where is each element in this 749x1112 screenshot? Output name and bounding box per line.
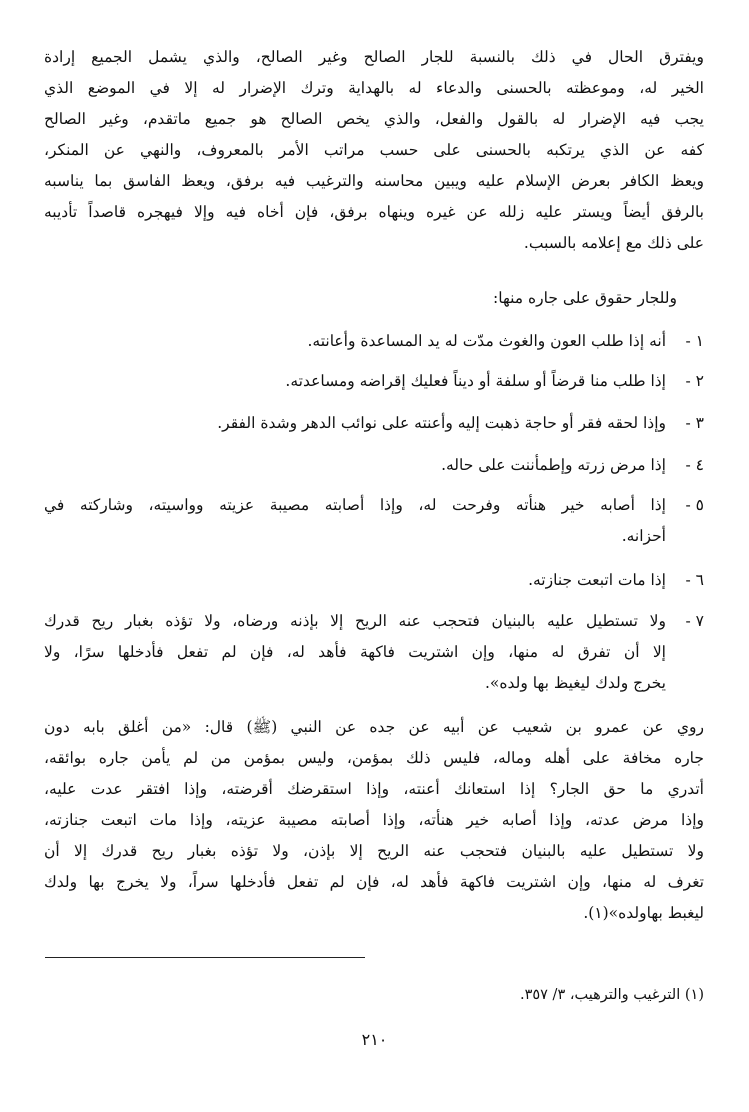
text-line: ويعظ الكافر بعرض الإسلام عليه ويبين محاسنه والترغيب فيه برفق، ويعظ الفاسق بما يناسبه — [44, 172, 704, 190]
intro-paragraph — [44, 42, 704, 259]
text-line: أحزانه. — [621, 527, 666, 545]
text-line: أتدري ما حق الجار؟ إذا استعانك أعنته، وإذا استقرضك أقرضته، وإذا افتقر عدت عليه، — [44, 780, 704, 798]
text-line: إلا أن تفرق له منها، وإن اشتريت فاكهة فأهد له، فإن لم تفعل فأدخلها سرًا، ولا — [44, 643, 666, 661]
list-item — [44, 408, 704, 439]
text-line: روي عن عمرو بن شعيب عن أبيه عن جده عن النبي (ﷺ) قال: «من أغلق بابه دون — [44, 718, 704, 736]
list-number: ١ - — [685, 332, 704, 350]
text-line: إذا مرض زرته وإطمأننت على حاله. — [441, 456, 666, 474]
list-number: ٦ - — [685, 571, 704, 589]
list-item — [44, 606, 704, 699]
text-line: كفه عن الذي يرتكبه بالحسنى على حسب مراتب الأمر بالمعروف، والنهي عن المنكر، — [44, 141, 704, 159]
text-line: تغرف له منها، وإن اشتريت فاكهة فأهد له، فإن لم تفعل فأدخلها سراً، ولا يخرج بها ولدك — [44, 873, 704, 891]
footnote: (١) الترغيب والترهيب، ٣/ ٣٥٧. — [519, 987, 704, 1003]
text-line: جاره مخافة على أهله وماله، فليس ذلك بمؤمن، وليس بمؤمن من لم يأمن جاره بوائقه، — [44, 749, 704, 767]
text-line: يخرج ولدك ليغيظ بها ولده». — [484, 674, 666, 692]
text-line: أنه إذا طلب العون والغوث مدّت له يد المساعدة وأعانته. — [307, 332, 666, 350]
list-item — [44, 450, 704, 481]
footnote-divider — [45, 957, 365, 958]
text-line: ويفترق الحال في ذلك بالنسبة للجار الصالح وغير الصالح، والذي يشمل الجميع إرادة — [44, 48, 704, 66]
text-line: على ذلك مع إعلامه بالسبب. — [523, 234, 704, 252]
text-line: بالرفق أيضاً ويستر عليه زلله عن غيره وينهاه برفق، فإن أخاه فيه وإلا فيهجره قاصداً تأديبه — [44, 203, 704, 221]
text-line: ولا تستطيل عليه بالبنيان فتحجب عنه الريح إلا بإذنه ورضاه، ولا تؤذه بغبار ريح قدرك — [44, 612, 666, 630]
list-number: ٤ - — [685, 456, 704, 474]
list-item — [44, 326, 704, 357]
list-item — [44, 490, 704, 552]
list-number: ٢ - — [685, 372, 704, 390]
text-line: إذا أصابه خير هنأته وفرحت له، وإذا أصابته مصيبة عزيته وواسيته، وشاركته في — [44, 496, 666, 514]
text-line: ولا تستطيل عليه بالبنيان فتحجب عنه الريح إلا بإذن، ولا تؤذه بغبار ريح قدرك إلا أن — [44, 842, 704, 860]
text-line: وإذا مرض عدته، وإذا أصابه خير هنأته، وإذا أصابته مصيبة عزيته، وإذا مات اتبعت جنازته، — [44, 811, 704, 829]
rights-heading — [44, 283, 677, 314]
heading-text: وللجار حقوق على جاره منها: — [493, 289, 677, 307]
list-number: ٥ - — [685, 496, 704, 514]
page-number: ٢١٠ — [361, 1030, 388, 1049]
text-line: الخير له، وموعظته بالحسنى والدعاء له بالهداية وترك الإضرار له إلا في الموضع الذي — [44, 79, 704, 97]
text-line: ليغبط بهاولده»(١). — [583, 904, 704, 922]
text-line: يجب فيه الإضرار له بالقول والفعل، والذي يخص الصالح هو جميع ماتقدم، وغير الصالح — [44, 110, 704, 128]
list-item — [44, 366, 704, 397]
list-number: ٧ - — [685, 612, 704, 630]
text-line: وإذا لحقه فقر أو حاجة ذهبت إليه وأعنته على نوائب الدهر وشدة الفقر. — [217, 414, 666, 432]
text-line: إذا مات اتبعت جنازته. — [528, 571, 666, 589]
hadith-paragraph — [44, 712, 704, 929]
list-number: ٣ - — [685, 414, 704, 432]
text-line: إذا طلب منا قرضاً أو سلفة أو ديناً فعليك إقراضه ومساعدته. — [285, 372, 666, 390]
list-item — [44, 565, 704, 596]
